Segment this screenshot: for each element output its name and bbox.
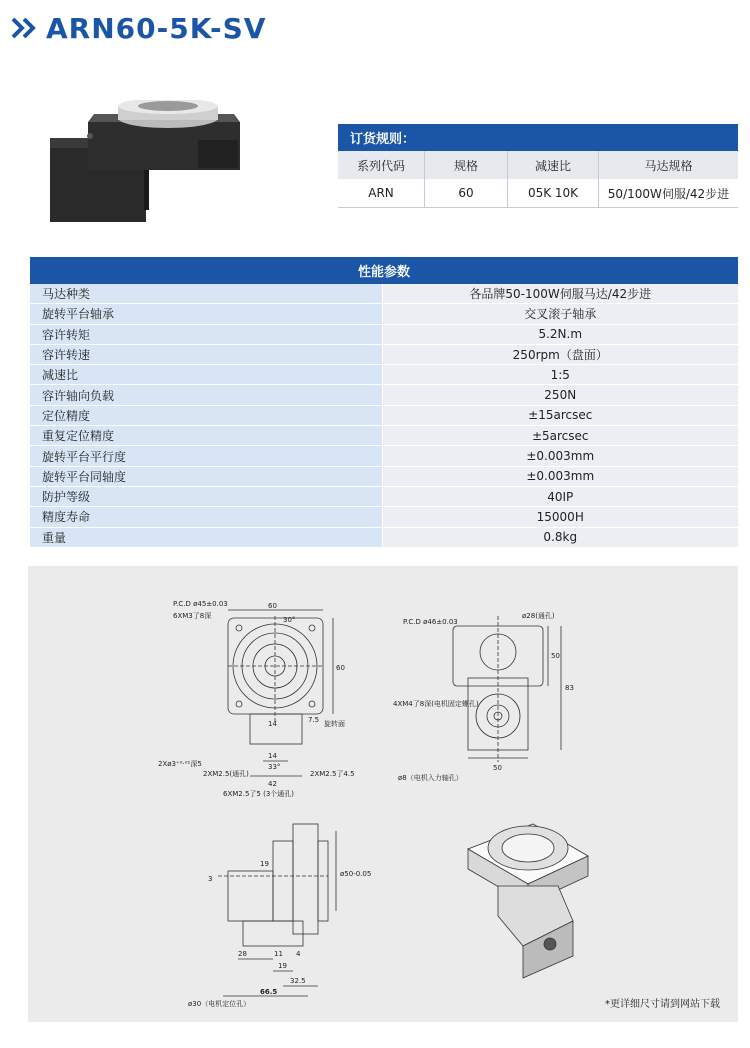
order-col-series: 系列代码 bbox=[338, 151, 425, 179]
order-col-ratio: 减速比 bbox=[508, 151, 599, 179]
row-label: 马达种类 bbox=[30, 284, 382, 304]
dim-label: 7.5 bbox=[308, 716, 320, 724]
dim-label: 60 bbox=[336, 664, 345, 672]
row-label: 旋转平台轴承 bbox=[30, 304, 382, 324]
dim-label: 32.5 bbox=[290, 977, 306, 985]
row-value: 250rpm（盘面） bbox=[382, 344, 738, 364]
row-label: 定位精度 bbox=[30, 405, 382, 425]
row-value: 40IP bbox=[382, 486, 738, 506]
row-label: 容许轴向负载 bbox=[30, 385, 382, 405]
row-value: 0.8kg bbox=[382, 527, 738, 547]
table-row bbox=[30, 284, 738, 304]
dim-label: ø50-0.05 bbox=[340, 870, 372, 878]
order-table bbox=[338, 124, 738, 208]
row-label: 旋转平台同轴度 bbox=[30, 466, 382, 486]
dim-label: P.C.D ø45±0.03 bbox=[173, 600, 228, 608]
dim-label: ø30（电机定位孔） bbox=[188, 1000, 251, 1008]
dim-label: 60 bbox=[268, 602, 277, 610]
row-value: ±5arcsec bbox=[382, 426, 738, 446]
table-row bbox=[30, 486, 738, 506]
table-row bbox=[30, 446, 738, 466]
order-val-motor: 50/100W伺服/42步进 bbox=[599, 179, 739, 208]
dimension-labels bbox=[158, 600, 574, 1008]
dim-label: ø8（电机入力轴孔） bbox=[398, 774, 463, 782]
table-row bbox=[30, 426, 738, 446]
dim-label: 2XM2.5(通孔) bbox=[203, 770, 249, 778]
dim-label: 2XM2.5了4.5 bbox=[310, 770, 355, 778]
dim-label: 50 bbox=[493, 764, 502, 772]
table-row bbox=[30, 344, 738, 364]
dim-label: ø28(通孔) bbox=[522, 612, 555, 620]
dim-label: 6XM3了8深 bbox=[173, 612, 212, 620]
dim-label: 19 bbox=[278, 962, 287, 970]
order-heading: 订货规则： bbox=[338, 124, 738, 151]
drawing-canvas bbox=[28, 566, 738, 1022]
row-value: 5.2N.m bbox=[382, 324, 738, 344]
order-col-motor: 马达规格 bbox=[599, 151, 739, 179]
row-value: 1:5 bbox=[382, 365, 738, 385]
download-note: *更详细尺寸请到网站下载 bbox=[605, 999, 720, 1010]
product-image bbox=[48, 100, 248, 225]
dim-label: 3 bbox=[208, 875, 213, 883]
table-row bbox=[30, 405, 738, 425]
dim-label: 83 bbox=[565, 684, 574, 692]
row-label: 防护等级 bbox=[30, 486, 382, 506]
dim-label: P.C.D ø46±0.03 bbox=[403, 618, 458, 626]
table-row bbox=[30, 365, 738, 385]
row-value: 15000H bbox=[382, 507, 738, 527]
dim-label: 66.5 bbox=[260, 988, 278, 996]
dim-label: 33° bbox=[268, 763, 281, 771]
row-label: 重量 bbox=[30, 527, 382, 547]
dim-label: 14 bbox=[268, 752, 277, 760]
row-label: 旋转平台平行度 bbox=[30, 446, 382, 466]
dim-label: 11 bbox=[274, 950, 283, 958]
row-value: ±0.003mm bbox=[382, 446, 738, 466]
dim-label: 14 bbox=[268, 720, 277, 728]
page-title: ARN60-5K-SV bbox=[46, 11, 267, 45]
performance-heading: 性能参数 bbox=[30, 257, 738, 284]
row-value: ±15arcsec bbox=[382, 405, 738, 425]
table-row bbox=[30, 466, 738, 486]
dim-label: 50 bbox=[551, 652, 560, 660]
order-val-series: ARN bbox=[338, 179, 425, 208]
row-label: 重复定位精度 bbox=[30, 426, 382, 446]
dim-label: 4XM4了8深(电机固定螺孔) bbox=[393, 700, 479, 708]
dim-label: 6XM2.5了5 (3个通孔) bbox=[223, 790, 295, 798]
table-row bbox=[30, 324, 738, 344]
table-row bbox=[30, 507, 738, 527]
dim-label: 2Xø3⁺⁰·⁰¹深5 bbox=[158, 760, 202, 768]
performance-table bbox=[30, 257, 738, 548]
dim-label: 42 bbox=[268, 780, 277, 788]
dim-label: 4 bbox=[296, 950, 301, 958]
row-value: ±0.003mm bbox=[382, 466, 738, 486]
order-col-spec: 规格 bbox=[425, 151, 508, 179]
row-value: 交叉滚子轴承 bbox=[382, 304, 738, 324]
title-bar bbox=[10, 10, 266, 46]
order-val-ratio: 05K 10K bbox=[508, 179, 599, 208]
order-val-spec: 60 bbox=[425, 179, 508, 208]
dim-label: 28 bbox=[238, 950, 247, 958]
dim-label: 30° bbox=[283, 616, 296, 624]
row-label: 精度寿命 bbox=[30, 507, 382, 527]
table-row bbox=[30, 385, 738, 405]
row-label: 容许转速 bbox=[30, 344, 382, 364]
table-row bbox=[30, 304, 738, 324]
row-label: 容许转矩 bbox=[30, 324, 382, 344]
dim-label: 19 bbox=[260, 860, 269, 868]
row-label: 减速比 bbox=[30, 365, 382, 385]
dim-label: 旋转面 bbox=[324, 720, 345, 728]
row-value: 各品牌50-100W伺服马达/42步进 bbox=[382, 284, 738, 304]
technical-drawing bbox=[28, 566, 738, 1022]
double-chevron-icon bbox=[10, 13, 40, 43]
row-value: 250N bbox=[382, 385, 738, 405]
table-row bbox=[30, 527, 738, 547]
